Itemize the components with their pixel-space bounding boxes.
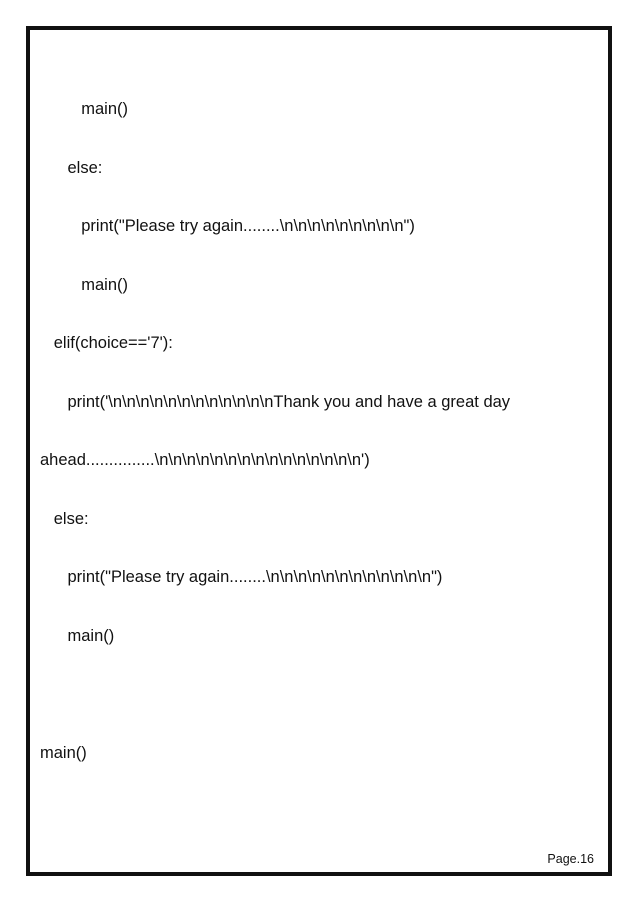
- code-line: elif(choice=='7'):: [40, 334, 173, 352]
- code-line: main(): [40, 275, 129, 294]
- page-number: Page.16: [547, 852, 594, 866]
- page-frame: [26, 26, 612, 876]
- code-line: print("Please try again........\n\n\n\n\n\n\n\n\n"): [40, 217, 415, 235]
- code-line: main(): [40, 100, 129, 118]
- code-listing: [40, 61, 600, 802]
- code-line: main(): [40, 743, 87, 762]
- code-line: ahead...............\n\n\n\n\n\n\n\n\n\n\n\n\n\n\n'): [40, 451, 370, 469]
- code-line: [40, 685, 600, 705]
- code-line: print('\n\n\n\n\n\n\n\n\n\n\n\nThank you and have a great day: [40, 392, 511, 411]
- code-line: else:: [40, 509, 89, 528]
- code-line: main(): [40, 626, 115, 645]
- code-line: else:: [40, 158, 103, 177]
- code-line: print("Please try again........\n\n\n\n\n\n\n\n\n\n\n\n"): [40, 568, 443, 586]
